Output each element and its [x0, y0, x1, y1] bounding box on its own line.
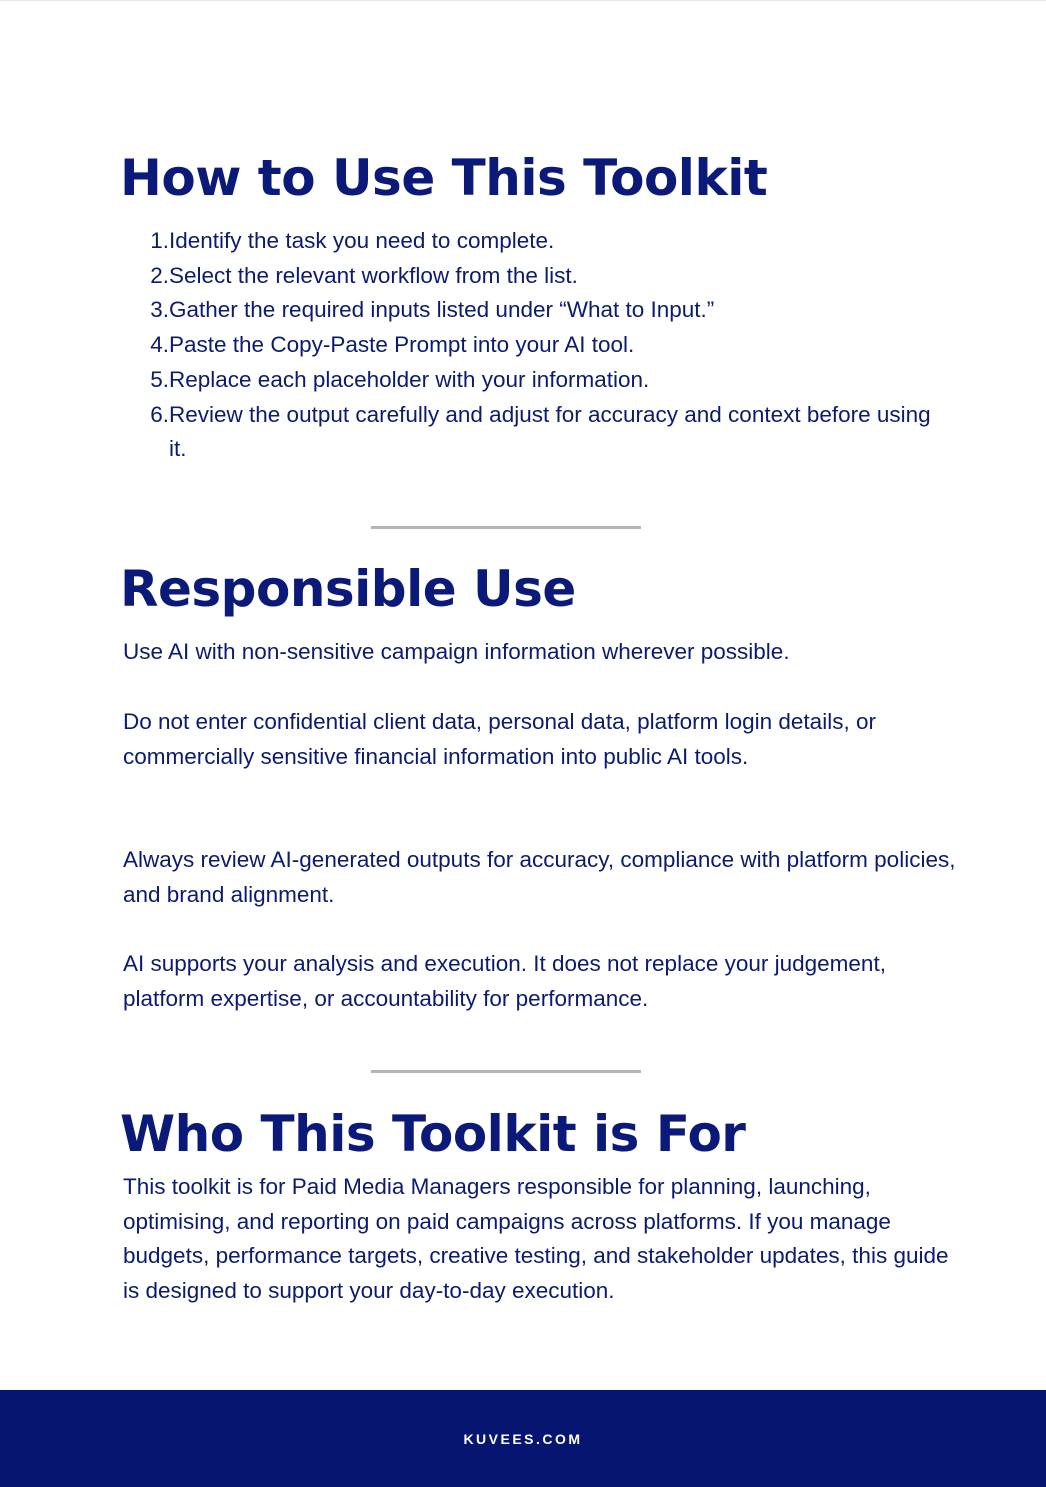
responsible-use-paragraph: Use AI with non-sensitive campaign information wherever possible.: [123, 639, 790, 664]
step-number: 4.: [150, 332, 169, 358]
how-to-use-steps: [145, 224, 935, 467]
step-number: 1.: [150, 228, 169, 253]
footer-website: KUVEES.COM: [463, 1431, 583, 1447]
step-text: Replace each placeholder with your information.: [169, 366, 650, 392]
step-text: Identify the task you need to complete.: [169, 228, 555, 253]
step-number: 2.: [150, 262, 169, 288]
step-number: 5.: [150, 366, 169, 392]
who-for-body: This toolkit is for Paid Media Managers responsible for planning, launching, optimising, and reporting on paid campaigns across platforms. If you manage budgets, performance targets, creative testing, and stakeholder updates, this guide is designed to support your day-to-day execution.: [123, 1174, 949, 1304]
step-item: [145, 328, 935, 363]
responsible-use-paragraph: Always review AI-generated outputs for accuracy, compliance with platform policies, and brand alignment.: [123, 847, 956, 907]
step-text: Paste the Copy-Paste Prompt into your AI tool.: [169, 332, 635, 358]
step-item: [145, 398, 935, 467]
step-text: Review the output carefully and adjust for accuracy and context before using it.: [169, 401, 931, 462]
responsible-use-paragraph: Do not enter confidential client data, personal data, platform login details, or commercially sensitive financial information into public AI tools.: [123, 709, 876, 769]
section-divider: [371, 526, 641, 529]
how-to-use-heading: How to Use This Toolkit: [120, 149, 768, 207]
section-divider: [371, 1070, 641, 1073]
step-number: 6.: [150, 401, 169, 427]
step-item: [145, 293, 935, 328]
step-item: [145, 259, 935, 294]
responsible-use-heading: Responsible Use: [120, 560, 576, 618]
who-for-heading: Who This Toolkit is For: [120, 1105, 746, 1163]
step-text: Select the relevant workflow from the list.: [169, 262, 578, 288]
step-item: [145, 363, 935, 398]
responsible-use-paragraph: AI supports your analysis and execution. It does not replace your judgement, platform expertise, or accountability for performance.: [123, 951, 886, 1011]
top-border: [0, 0, 1046, 1]
step-text: Gather the required inputs listed under “What to Input.”: [169, 297, 715, 323]
step-number: 3.: [150, 297, 169, 323]
step-item: [145, 224, 935, 259]
